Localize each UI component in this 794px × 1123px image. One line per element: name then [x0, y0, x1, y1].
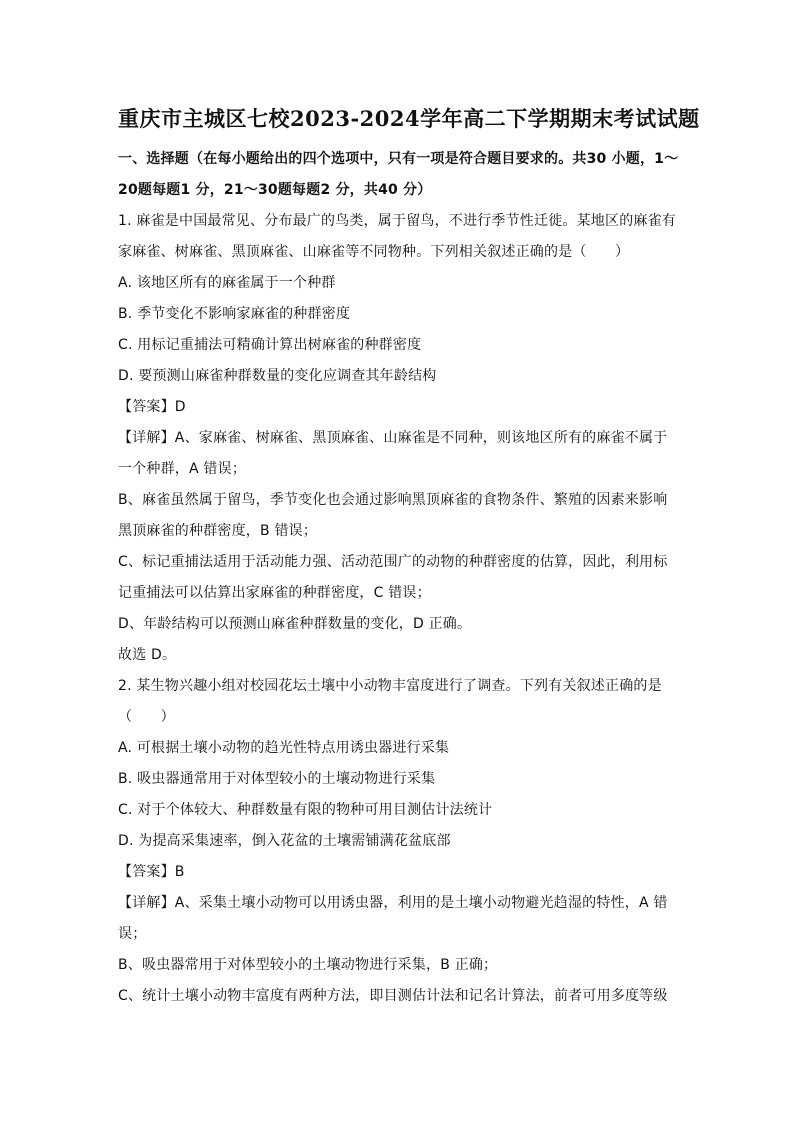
- q2-explanation-line-4: C、统计土壤小动物丰富度有两种方法，即目测估计法和记名计算法，前者可用多度等级: [118, 988, 668, 1004]
- q1-stem-line-2: 家麻雀、树麻雀、黑顶麻雀、山麻雀等不同物种。下列相关叙述正确的是（ ）: [118, 244, 630, 260]
- q1-explanation-line-7: D、年龄结构可以预测山麻雀种群数量的变化，D 正确。: [118, 616, 472, 632]
- q2-explanation-line-1: 【详解】A、采集土壤小动物可以用诱虫器，利用的是土壤小动物避光趋湿的特性，A 错: [118, 895, 668, 911]
- page-title: 重庆市主城区七校2023-2024学年高二下学期期末考试试题: [118, 106, 700, 131]
- q1-option-c: C. 用标记重捕法可精确计算出树麻雀的种群密度: [118, 337, 422, 353]
- q1-option-d: D. 要预测山麻雀种群数量的变化应调查其年龄结构: [118, 368, 437, 384]
- q1-explanation-line-6: 记重捕法可以估算出家麻雀的种群密度，C 错误；: [118, 585, 431, 601]
- q2-explanation-line-2: 误；: [118, 926, 147, 942]
- q1-explanation-line-1: 【详解】A、家麻雀、树麻雀、黑顶麻雀、山麻雀是不同种，则该地区所有的麻雀不属于: [118, 430, 668, 446]
- q1-option-a: A. 该地区所有的麻雀属于一个种群: [118, 275, 336, 291]
- q2-answer: 【答案】B: [118, 864, 185, 880]
- section-heading-line-2: 20题每题1 分，21～30题每题2 分，共40 分）: [118, 182, 432, 198]
- q2-option-b: B. 吸虫器通常用于对体型较小的土壤动物进行采集: [118, 771, 436, 787]
- q2-stem-line-2: （ ）: [118, 709, 175, 725]
- q2-stem-line-1: 2. 某生物兴趣小组对校园花坛土壤中小动物丰富度进行了调查。下列有关叙述正确的是: [118, 678, 662, 694]
- section-heading-line-1: 一、选择题（在每小题给出的四个选项中，只有一项是符合题目要求的。共30 小题，1～: [118, 151, 679, 167]
- q2-option-c: C. 对于个体较大、种群数量有限的物种可用目测估计法统计: [118, 802, 493, 818]
- q2-option-a: A. 可根据土壤小动物的趋光性特点用诱虫器进行采集: [118, 740, 450, 756]
- q2-option-d: D. 为提高采集速率，倒入花盆的土壤需铺满花盆底部: [118, 833, 451, 849]
- q1-explanation-line-4: 黑顶麻雀的种群密度，B 错误；: [118, 523, 318, 539]
- q1-explanation-line-3: B、麻雀虽然属于留鸟，季节变化也会通过影响黑顶麻雀的食物条件、繁殖的因素来影响: [118, 492, 668, 508]
- q1-explanation-line-8: 故选 D。: [118, 647, 177, 663]
- q1-explanation-line-5: C、标记重捕法适用于活动能力强、活动范围广的动物的种群密度的估算，因此，利用标: [118, 554, 668, 570]
- q1-stem-line-1: 1. 麻雀是中国最常见、分布最广的鸟类，属于留鸟，不进行季节性迁徙。某地区的麻雀有: [118, 213, 677, 229]
- q1-explanation-line-2: 一个种群，A 错误；: [118, 461, 247, 477]
- q1-option-b: B. 季节变化不影响家麻雀的种群密度: [118, 306, 351, 322]
- q2-explanation-line-3: B、吸虫器常用于对体型较小的土壤动物进行采集，B 正确；: [118, 957, 498, 973]
- q1-answer: 【答案】D: [118, 399, 186, 415]
